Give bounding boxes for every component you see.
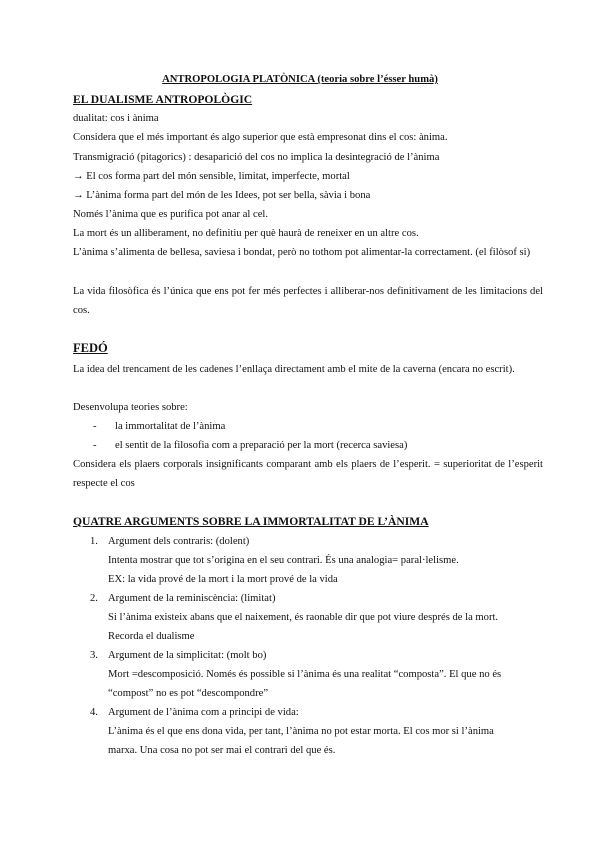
text-line: La mort és un alliberament, no definitiu per què haurà de reneixer en un altre cos. <box>73 228 419 239</box>
bullet-text: la immortalitat de l’ànima <box>115 421 226 432</box>
item-title: Argument de la reminiscència: (limitat) <box>108 593 276 604</box>
numbered-item <box>90 532 530 551</box>
bullet-item <box>93 417 533 436</box>
item-text: “compost” no es pot “descompondre” <box>108 688 269 699</box>
item-text: L’ànima és el que ens dona vida, per tant, l’ànima no pot estar morta. El cos mor si l’ànima <box>108 726 494 737</box>
item-number: 1. <box>90 536 98 547</box>
bullet-item <box>93 436 533 455</box>
paragraph: Considera els plaers corporals insignificants comparant amb els plaers de l’esperit. = superioritat de l’esperit respecte el cos <box>73 459 543 489</box>
item-text: EX: la vida prové de la mort i la mort prové de la vida <box>108 574 338 585</box>
paragraph: L’ànima s’alimenta de bellesa, saviesa i bondat, però no tothom pot alimentar-la correctament. (el filòsof si) <box>73 247 531 258</box>
item-title: Argument de l’ànima com a principi de vida: <box>108 707 299 718</box>
bullet-text: el sentit de la filosofia com a preparació per la mort (recerca saviesa) <box>115 440 408 451</box>
item-text: Si l’ànima existeix abans que el naixement, és raonable dir que pot viure després de la mort. <box>108 612 499 623</box>
text-line: Transmigració (pitagorics) : desaparició del cos no implica la desintegració de l’ànima <box>73 152 440 163</box>
text-line: → El cos forma part del món sensible, limitat, imperfecte, mortal <box>73 171 350 182</box>
item-number: 3. <box>90 650 98 661</box>
text-line: → L’ànima forma part del món de les Idees, pot ser bella, sàvia i bona <box>73 190 371 201</box>
numbered-item <box>90 703 530 722</box>
bullet-marker: - <box>93 421 97 432</box>
item-text: Recorda el dualisme <box>108 631 195 642</box>
heading-dualisme: EL DUALISME ANTROPOLÒGIC <box>73 93 253 106</box>
item-number: 2. <box>90 593 98 604</box>
item-text: Mort =descomposició. Només és possible si l’ànima és una realitat “composta”. El que no és <box>108 669 502 680</box>
item-title: Argument de la simplicitat: (molt bo) <box>108 650 267 661</box>
text-line: Desenvolupa teories sobre: <box>73 402 188 413</box>
numbered-item <box>90 589 530 608</box>
bullet-marker: - <box>93 440 97 451</box>
item-text: Intenta mostrar que tot s’origina en el seu contrari. És una analogia= paral·lelisme. <box>108 555 459 566</box>
item-text: marxa. Una cosa no pot ser mai el contrari del que és. <box>108 745 336 756</box>
item-title: Argument dels contraris: (dolent) <box>108 536 250 547</box>
text-line: dualitat: cos i ànima <box>73 113 159 124</box>
item-number: 4. <box>90 707 98 718</box>
heading-arguments: QUATRE ARGUMENTS SOBRE LA IMMORTALITAT DE L’ÀNIMA <box>73 515 429 528</box>
numbered-item <box>90 646 530 665</box>
text-line: Només l’ànima que es purifica pot anar al cel. <box>73 209 269 220</box>
text-line: Considera que el més important és algo superior que està empresonat dins el cos: ànima. <box>73 132 448 143</box>
heading-fedo: FEDÓ <box>73 341 108 355</box>
paragraph: La vida filosòfica és l’única que ens pot fer més perfectes i alliberar-nos definitivament de les limitacions del cos. <box>73 286 543 316</box>
paragraph: La idea del trencament de les cadenes l’enllaça directament amb el mite de la caverna (encara no escrit). <box>73 364 515 375</box>
document-title: ANTROPOLOGIA PLATÒNICA (teoria sobre l’ésser humà) <box>162 74 438 85</box>
